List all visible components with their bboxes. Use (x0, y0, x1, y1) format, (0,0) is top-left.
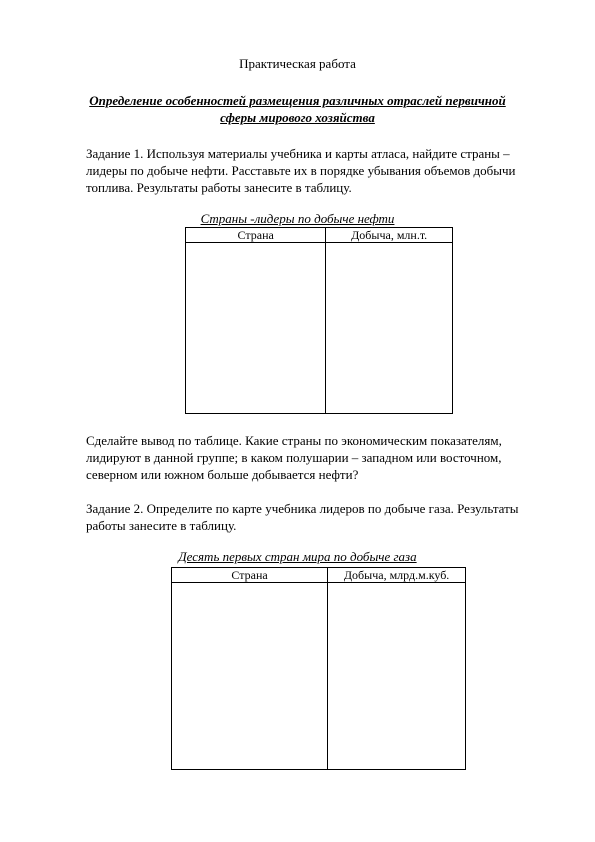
oil-table-cell-production[interactable] (326, 243, 453, 414)
gas-table (171, 567, 466, 770)
task1-line: лидеры по добыче нефти. Расставьте их в порядке убывания объемов добычи (86, 163, 516, 178)
task2-line: Задание 2. Определите по карте учебника лидеров по добыче газа. Результаты (86, 501, 519, 516)
subtitle-line: сферы мирового хозяйства (220, 110, 375, 125)
page-subtitle (0, 92, 595, 126)
task2-text (86, 500, 546, 534)
oil-table (185, 227, 453, 414)
gas-table-cell-country[interactable] (172, 583, 328, 770)
oil-table-header-production: Добыча, млн.т. (326, 228, 453, 243)
task1-text (86, 145, 546, 196)
task1-line: топлива. Результаты работы занесите в таблицу. (86, 180, 352, 195)
task1-line: Задание 1. Используя материалы учебника и карты атласа, найдите страны – (86, 146, 510, 161)
gas-table-caption: Десять первых стран мира по добыче газа (178, 549, 417, 564)
gas-table-header-country: Страна (172, 568, 328, 583)
oil-table-header-country: Страна (186, 228, 326, 243)
task2-line: работы занесите в таблицу. (86, 518, 237, 533)
page-title: Практическая работа (239, 56, 356, 71)
conclusion-line: лидируют в данной группе; в каком полушарии – западном или восточном, (86, 450, 502, 465)
oil-table-caption: Страны -лидеры по добыче нефти (200, 211, 395, 226)
subtitle-line: Определение особенностей размещения различных отраслей первичной (89, 93, 506, 108)
oil-table-cell-country[interactable] (186, 243, 326, 414)
conclusion-text (86, 432, 546, 483)
conclusion-line: Сделайте вывод по таблице. Какие страны по экономическим показателям, (86, 433, 502, 448)
gas-table-header-production: Добыча, млрд.м.куб. (328, 568, 466, 583)
gas-table-cell-production[interactable] (328, 583, 466, 770)
conclusion-line: северном или южном больше добывается нефти? (86, 467, 359, 482)
